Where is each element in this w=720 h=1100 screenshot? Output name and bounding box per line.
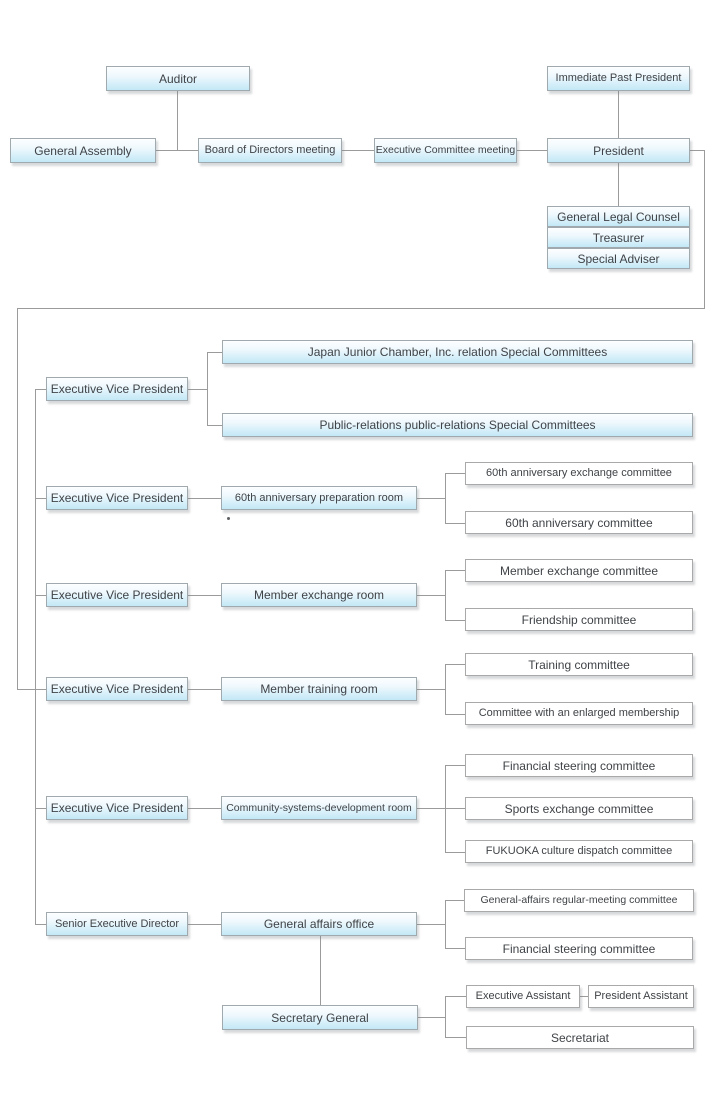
connector-rowA-top-stub bbox=[207, 352, 222, 353]
node-general-assembly: General Assembly bbox=[10, 138, 156, 163]
node-jc-relation-special-committees: Japan Junior Chamber, Inc. relation Special Committees bbox=[222, 340, 693, 364]
connector-tick-evp5 bbox=[35, 808, 46, 809]
connector-room60-out bbox=[417, 498, 445, 499]
node-treasurer: Treasurer bbox=[547, 227, 690, 248]
connector-board-execcomm bbox=[342, 150, 374, 151]
connector-tick-evp3 bbox=[35, 595, 46, 596]
connector-top-frame bbox=[17, 308, 705, 309]
node-president: President bbox=[547, 138, 690, 163]
node-60th-preparation-room: 60th anniversary preparation room bbox=[221, 486, 417, 510]
node-60th-committee: 60th anniversary committee bbox=[465, 511, 693, 534]
node-special-adviser: Special Adviser bbox=[547, 248, 690, 269]
connector-auditor-down bbox=[177, 91, 178, 151]
node-friendship-committee: Friendship committee bbox=[465, 608, 693, 631]
connector-tick-evp4 bbox=[35, 689, 46, 690]
connector-rowD-top-stub bbox=[445, 664, 465, 665]
connector-rowE-vert bbox=[445, 765, 446, 852]
connector-ipp-president bbox=[618, 91, 619, 138]
connector-president-counsel bbox=[618, 163, 619, 206]
connector-rowA-vert bbox=[207, 352, 208, 426]
connector-evp1-out bbox=[188, 389, 207, 390]
connector-rowC-top-stub bbox=[445, 570, 465, 571]
node-general-affairs-office: General affairs office bbox=[221, 912, 417, 936]
connector-outer-spine bbox=[17, 308, 18, 690]
connector-rowD-bottom-stub bbox=[445, 714, 465, 715]
node-60th-exchange-committee: 60th anniversary exchange committee bbox=[465, 462, 693, 485]
connector-rowF-vert bbox=[445, 900, 446, 949]
connector-rowC-bottom-stub bbox=[445, 620, 465, 621]
connector-rowB-top-stub bbox=[445, 473, 465, 474]
node-secretariat: Secretariat bbox=[466, 1026, 694, 1049]
connector-right-spine bbox=[704, 150, 705, 309]
node-executive-vice-president-2: Executive Vice President bbox=[46, 486, 188, 510]
connector-tick-sed bbox=[35, 924, 46, 925]
connector-evp3-room bbox=[188, 595, 221, 596]
connector-president-right bbox=[690, 150, 705, 151]
node-immediate-past-president: Immediate Past President bbox=[547, 66, 690, 91]
connector-rowE-mid bbox=[417, 808, 465, 809]
node-executive-committee-meeting: Executive Committee meeting bbox=[374, 138, 517, 163]
connector-sed-office bbox=[188, 924, 221, 925]
connector-bottom-vert bbox=[445, 996, 446, 1038]
connector-rowF-top-stub bbox=[445, 900, 465, 901]
connector-outer-elbow bbox=[17, 689, 36, 690]
connector-roomMT-out bbox=[417, 689, 445, 690]
connector-evp5-room bbox=[188, 808, 221, 809]
connector-evp2-room bbox=[188, 498, 221, 499]
node-member-exchange-committee: Member exchange committee bbox=[465, 559, 693, 582]
connector-rowE-bottom-stub bbox=[445, 852, 465, 853]
connector-rowF-bottom-stub bbox=[445, 948, 465, 949]
node-executive-vice-president-3: Executive Vice President bbox=[46, 583, 188, 607]
node-secretary-general: Secretary General bbox=[222, 1005, 418, 1030]
connector-office-secretary bbox=[320, 936, 321, 1005]
node-executive-vice-president-5: Executive Vice President bbox=[46, 796, 188, 820]
node-member-exchange-room: Member exchange room bbox=[221, 583, 417, 607]
node-executive-vice-president-4: Executive Vice President bbox=[46, 677, 188, 701]
connector-rowE-top-stub bbox=[445, 765, 465, 766]
connector-roomMX-out bbox=[417, 595, 445, 596]
node-executive-assistant: Executive Assistant bbox=[466, 985, 580, 1008]
node-member-training-room: Member training room bbox=[221, 677, 417, 701]
node-sports-exchange-committee: Sports exchange committee bbox=[465, 797, 693, 820]
connector-assembly-board bbox=[156, 150, 198, 151]
connector-secretary-out bbox=[418, 1017, 445, 1018]
node-general-legal-counsel: General Legal Counsel bbox=[547, 206, 690, 227]
node-board-of-directors-meeting: Board of Directors meeting bbox=[198, 138, 342, 163]
connector-execcomm-president bbox=[517, 150, 547, 151]
node-financial-steering-committee-2: Financial steering committee bbox=[465, 937, 693, 960]
connector-rowB-bottom-stub bbox=[445, 523, 465, 524]
node-executive-vice-president-1: Executive Vice President bbox=[46, 377, 188, 401]
connector-evp4-room bbox=[188, 689, 221, 690]
connector-inner-spine bbox=[35, 389, 36, 925]
node-enlarged-membership-committee: Committee with an enlarged membership bbox=[465, 702, 693, 725]
connector-rowC-vert bbox=[445, 570, 446, 621]
node-general-affairs-regular-meeting-committee: General-affairs regular-meeting committee bbox=[464, 889, 694, 912]
connector-tick-evp2 bbox=[35, 498, 46, 499]
connector-tick-evp1 bbox=[35, 389, 46, 390]
node-pr-special-committees: Public-relations public-relations Special Committees bbox=[222, 413, 693, 437]
node-financial-steering-committee-1: Financial steering committee bbox=[465, 754, 693, 777]
node-president-assistant: President Assistant bbox=[588, 985, 694, 1008]
stray-period-mark bbox=[227, 517, 230, 520]
connector-secretariat-stub bbox=[445, 1037, 466, 1038]
connector-rowD-vert bbox=[445, 664, 446, 715]
node-auditor: Auditor bbox=[106, 66, 250, 91]
connector-assistant-link bbox=[580, 996, 588, 997]
connector-rowA-bottom-stub bbox=[207, 425, 222, 426]
connector-execassist-stub bbox=[445, 996, 466, 997]
connector-office-out bbox=[417, 924, 445, 925]
node-fukuoka-culture-dispatch-committee: FUKUOKA culture dispatch committee bbox=[465, 840, 693, 863]
node-training-committee: Training committee bbox=[465, 653, 693, 676]
node-community-systems-development-room: Community-systems-development room bbox=[221, 796, 417, 820]
node-senior-executive-director: Senior Executive Director bbox=[46, 912, 188, 936]
connector-rowB-vert bbox=[445, 473, 446, 524]
